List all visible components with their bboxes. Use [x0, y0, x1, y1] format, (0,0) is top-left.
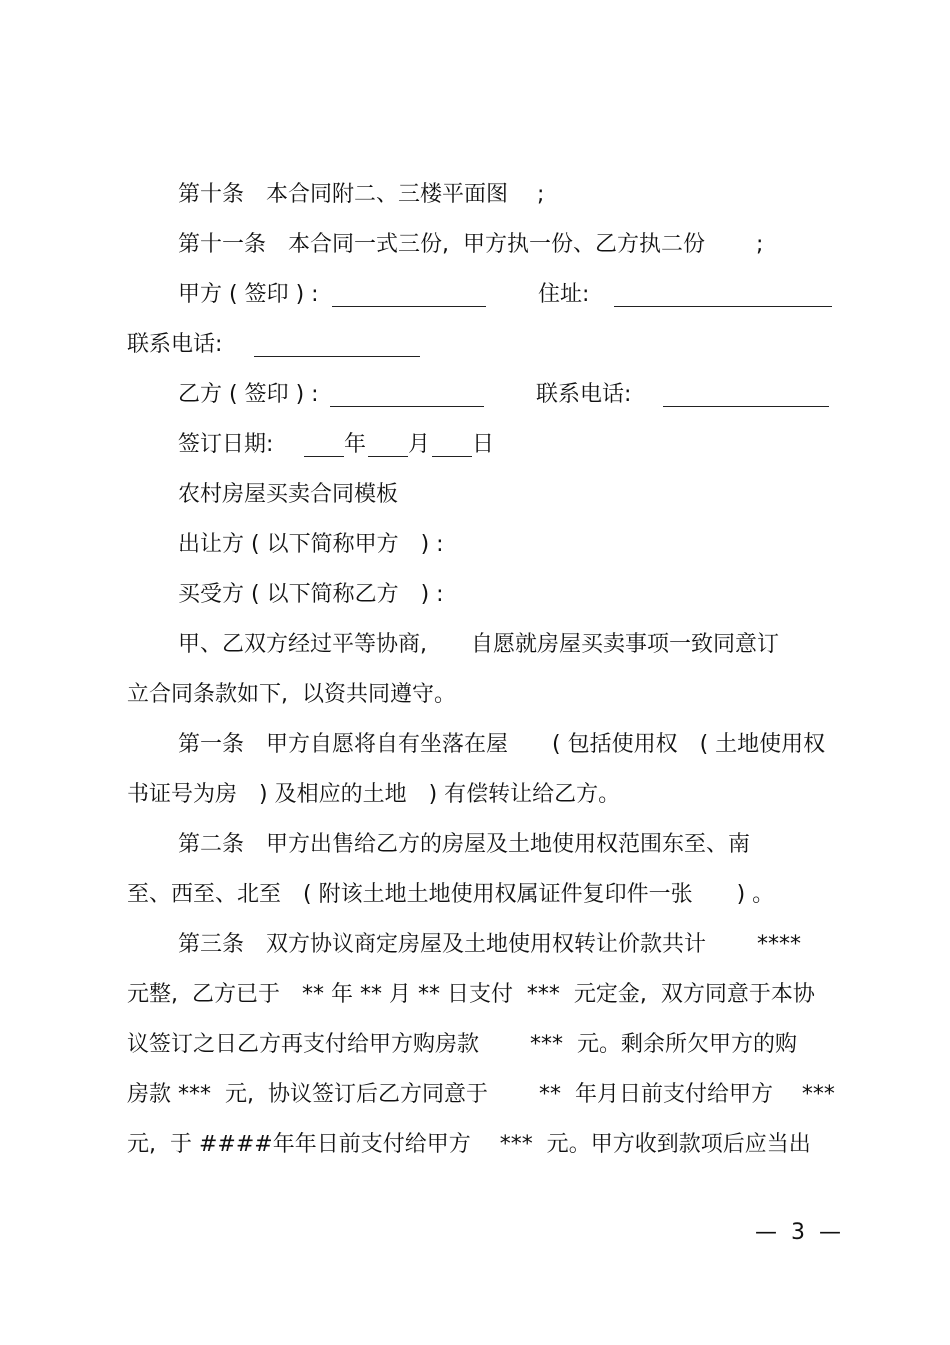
clause-11-line: 第十一条 本合同一式三份, 甲方执一份、乙方执二份 ;: [178, 232, 764, 257]
clause-2-line-1: 第二条 甲方出售给乙方的房屋及土地使用权范围东至、南: [178, 832, 751, 857]
address-label: 住址:: [538, 282, 590, 307]
party-b-phone-blank: [663, 406, 829, 407]
preamble-line-1: 甲、乙双方经过平等协商, 自愿就房屋买卖事项一致同意订: [178, 632, 779, 657]
clause-3-line-3: 议签订之日乙方再支付给甲方购房款 *** 元。剩余所欠甲方的购: [127, 1032, 797, 1057]
seller-line: 出让方 ( 以下简称甲方 ) :: [178, 532, 444, 557]
sign-date-month-label: 月: [408, 432, 431, 457]
party-a-phone-label: 联系电话:: [127, 332, 223, 357]
party-a-phone-blank: [254, 356, 420, 357]
clause-3-line-5: 元, 于 ####年年日前支付给甲方 *** 元。甲方收到款项后应当出: [127, 1132, 811, 1157]
page-number: — 3 —: [755, 1220, 841, 1245]
party-b-signature-blank: [330, 406, 484, 407]
address-blank: [614, 306, 832, 307]
clause-3-line-1: 第三条 双方协议商定房屋及土地使用权转让价款共计 ****: [178, 932, 801, 957]
sign-date-day-label: 日: [472, 432, 495, 457]
sign-date-day-blank: [432, 456, 472, 457]
contract-template-title: 农村房屋买卖合同模板: [178, 482, 399, 507]
clause-1-line-1: 第一条 甲方自愿将自有坐落在屋 ( 包括使用权 ( 土地使用权: [178, 732, 826, 757]
party-a-signature-blank: [332, 306, 486, 307]
clause-1-line-2: 书证号为房 ) 及相应的土地 ) 有偿转让给乙方。: [127, 782, 621, 807]
party-b-signature-label: 乙方 ( 签印 ) :: [178, 382, 319, 407]
buyer-line: 买受方 ( 以下简称乙方 ) :: [178, 582, 444, 607]
preamble-line-2: 立合同条款如下, 以资共同遵守。: [127, 682, 456, 707]
sign-date-month-blank: [368, 456, 408, 457]
clause-3-line-2: 元整, 乙方已于 ** 年 ** 月 ** 日支付 *** 元定金, 双方同意于本协: [127, 982, 815, 1007]
sign-date-year-label: 年: [344, 432, 367, 457]
clause-2-line-2: 至、西至、北至 ( 附该土地土地使用权属证件复印件一张 ) 。: [127, 882, 775, 907]
party-a-signature-label: 甲方 ( 签印 ) :: [178, 282, 319, 307]
sign-date-year-blank: [304, 456, 344, 457]
clause-10-line: 第十条 本合同附二、三楼平面图 ;: [178, 182, 545, 207]
party-b-phone-label: 联系电话:: [536, 382, 632, 407]
sign-date-label: 签订日期:: [178, 432, 274, 457]
clause-3-line-4: 房款 *** 元, 协议签订后乙方同意于 ** 年月日前支付给甲方 ***: [127, 1082, 835, 1107]
